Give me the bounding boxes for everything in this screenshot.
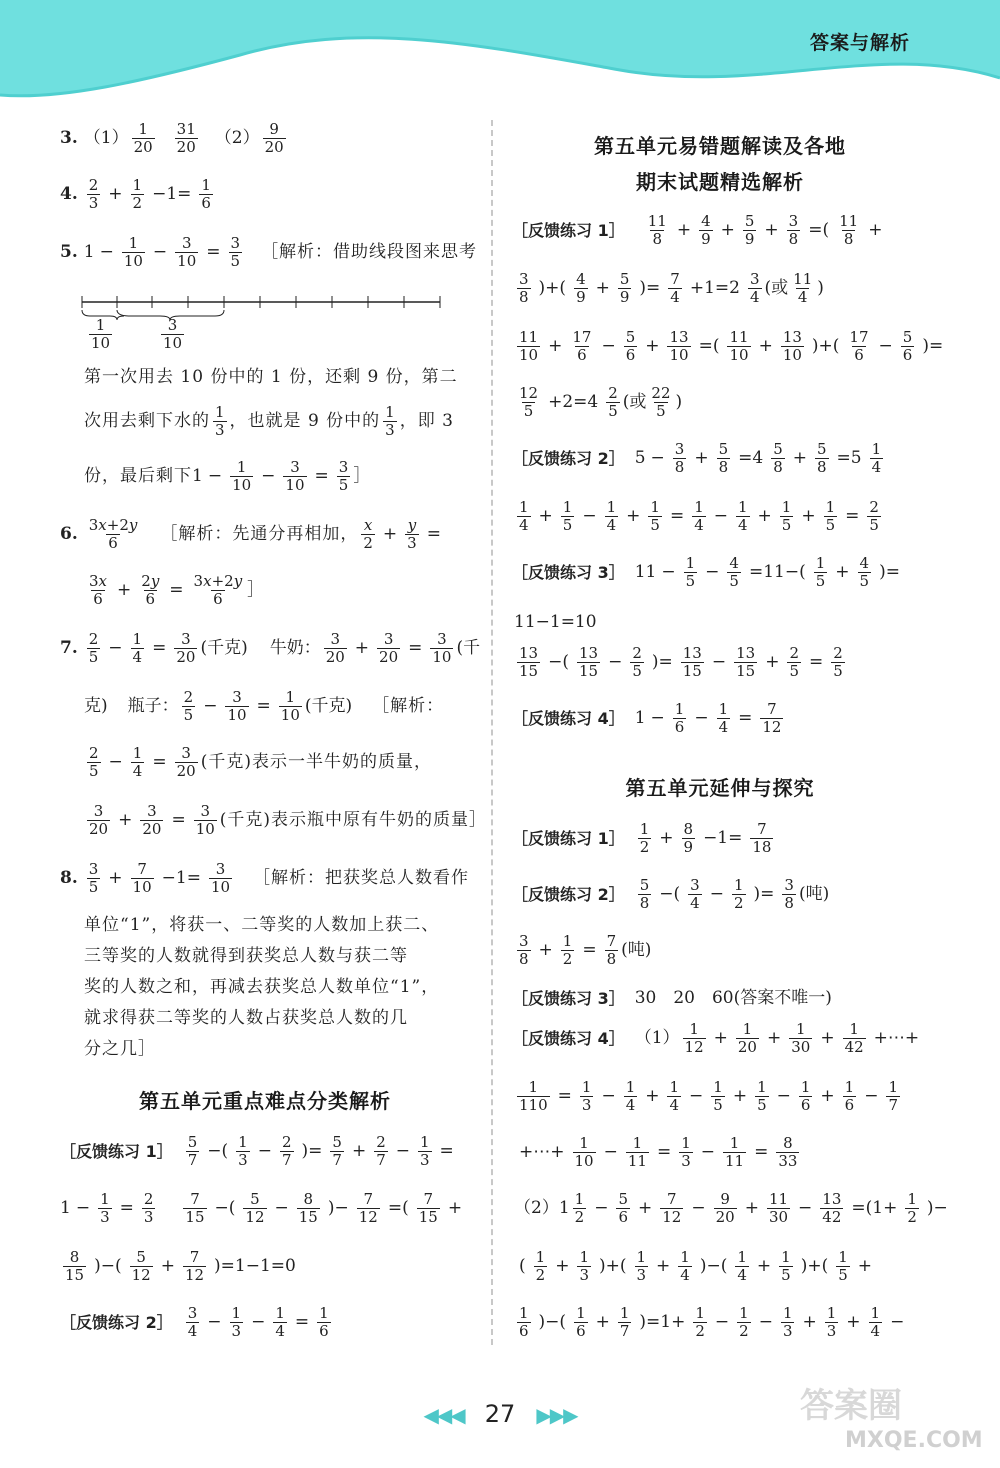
q8-explanation: 单位“1”，将获一、二等奖的人数加上获二、 三等奖的人数就得到获奖总人数与获二等 奖的人数之和，再减去获奖总人数单位“1”， 就求得获二等奖的人数占获奖总人数的几 分之几］ bbox=[84, 915, 440, 1059]
extension-feedback-4-part2-line3: $\frac{1}{6}$ )−( $\frac{1}{6}$ + $\frac{1}{7}$ )=1+ $\frac{1}{2}$ − $\frac{1}{2}$ − $\frac{1}{3}$ + $\frac{1}{3}$ + $\frac{1}{4}$ − bbox=[519, 1304, 905, 1340]
right-feedback-3-cont: 11−1=10 bbox=[514, 612, 597, 632]
right-feedback-2-cont: $\frac{1}{4}$ + $\frac{1}{5}$ − $\frac{1}{4}$ + $\frac{1}{5}$ = $\frac{1}{4}$ − $\frac{1}{4}$ + $\frac{1}{5}$ + $\frac{1}{5}$ = $\frac{2}{5}$ bbox=[519, 498, 879, 534]
fraction: $\frac{1}{20}$ bbox=[133, 120, 153, 156]
extension-feedback-1: ［反馈练习 1］ $\frac{1}{2}$ + $\frac{8}{9}$ −1= $\frac{7}{18}$ bbox=[512, 820, 772, 856]
column-divider bbox=[491, 120, 493, 1345]
right-arrows-icon: ▶▶▶ bbox=[536, 1403, 577, 1427]
right-feedback-2: ［反馈练习 2］ 5 − $\frac{3}{8}$ + $\frac{5}{8}$ =4 $\frac{5}{8}$ + $\frac{5}{8}$ =5 $\frac{1}{4}$ bbox=[512, 440, 882, 476]
extension-feedback-4-line2: $\frac{1}{110}$ = $\frac{1}{3}$ − $\frac{1}{4}$ + $\frac{1}{4}$ − $\frac{1}{5}$ + $\frac{1}{5}$ − $\frac{1}{6}$ + $\frac{1}{6}$ − $\frac{1}{7}$ bbox=[519, 1078, 899, 1114]
answer-7-line4: $\frac{3}{20}$ + $\frac{3}{20}$ = $\frac{3}{10}$ (千克)表示瓶中原有牛奶的质量］ bbox=[89, 802, 488, 838]
right-feedback-1-line4: $\frac{12}{5}$ +2=4 $\frac{2}{5}$ ( 或 $\frac{22}{5}$ ) bbox=[519, 384, 683, 420]
left-feedback-1-cont: 1 − $\frac{1}{3}$ = $\frac{2}{3}$ $\frac{7}{15}$ −( $\frac{5}{12}$ − $\frac{8}{15}$ )− $\frac{7}{12}$ =( $\frac{7}{15}$ + bbox=[60, 1190, 463, 1226]
answer-7-cont: 克) 瓶子： $\frac{2}{5}$ − $\frac{3}{10}$ = $\frac{1}{10}$ (千克) ［解析： bbox=[84, 688, 445, 724]
left-arrows-icon: ◀◀◀ bbox=[423, 1403, 464, 1427]
segment-label-1: $\frac{1}{10}$ bbox=[91, 316, 111, 352]
extension-feedback-4-part2: （2） 1 $\frac{1}{2}$ − $\frac{5}{6}$ + $\frac{7}{12}$ − $\frac{9}{20}$ + $\frac{11}{30}$ − $\frac{13}{42}$ =(1+ $\frac{1}{2}$ )− bbox=[514, 1190, 948, 1226]
answer-6: 6. $\frac{3x+2y}{6}$ ［解析：先通分再相加， $\frac{x}{2}$ + $\frac{y}{3}$ = bbox=[60, 516, 441, 552]
page-number: 27 bbox=[484, 1400, 516, 1428]
answer-4: 4. $\frac{2}{3}$ + $\frac{1}{2}$ −1= $\frac{1}{6}$ bbox=[60, 176, 211, 212]
section-heading-extension: 第五单元延伸与探究 bbox=[625, 776, 815, 800]
fraction: $\frac{31}{20}$ bbox=[176, 120, 196, 156]
header-wave bbox=[0, 0, 1000, 110]
left-feedback-1-line3: $\frac{8}{15}$ )−( $\frac{5}{12}$ + $\frac{7}{12}$ )=1−1=0 bbox=[65, 1248, 296, 1284]
right-feedback-1: ［反馈练习 1］ $\frac{11}{8}$ + $\frac{4}{9}$ + $\frac{5}{9}$ + $\frac{3}{8}$ =( $\frac{11}{8}$ + bbox=[512, 212, 883, 248]
right-feedback-3-line3: $\frac{13}{15}$ −( $\frac{13}{15}$ − $\frac{2}{5}$ )= $\frac{13}{15}$ − $\frac{13}{15}$ + $\frac{2}{5}$ = $\frac{2}{5}$ bbox=[519, 644, 843, 680]
extension-feedback-4-line3: +⋯+ $\frac{1}{10}$ − $\frac{1}{11}$ = $\frac{1}{3}$ − $\frac{1}{11}$ = $\frac{8}{33}$ bbox=[519, 1134, 798, 1170]
extension-feedback-2-cont: $\frac{3}{8}$ + $\frac{1}{2}$ = $\frac{7}{8}$ (吨) bbox=[519, 932, 652, 968]
line-segment-diagram bbox=[80, 290, 460, 360]
answer-6-cont: $\frac{3x}{6}$ + $\frac{2y}{6}$ = $\frac{3x+2y}{6}$ ］ bbox=[89, 572, 265, 608]
watermark-site: MXQE.COM bbox=[845, 1428, 983, 1453]
answer-8: 8. $\frac{3}{5}$ + $\frac{7}{10}$ −1= $\frac{3}{10}$ ［解析：把获奖总人数看作 bbox=[60, 860, 470, 896]
right-feedback-1-line3: $\frac{11}{10}$ + $\frac{17}{6}$ − $\frac{5}{6}$ + $\frac{13}{10}$ =( $\frac{11}{10}$ + $\frac{13}{10}$ )+( $\frac{17}{6}$ − $\frac{5}{6}$ )= bbox=[519, 328, 944, 364]
right-feedback-4: ［反馈练习 4］ 1 − $\frac{1}{6}$ − $\frac{1}{4}$ = $\frac{7}{12}$ bbox=[512, 700, 782, 736]
left-feedback-2: ［反馈练习 2］ $\frac{3}{4}$ − $\frac{1}{3}$ − $\frac{1}{4}$ = $\frac{1}{6}$ bbox=[60, 1304, 329, 1340]
answer-3: 3. （1） $\frac{1}{20}$ $\frac{31}{20}$ （2） $\frac{9}{20}$ bbox=[60, 120, 284, 156]
watermark-logo: 答案圈 bbox=[800, 1386, 902, 1426]
section-heading-key-points: 第五单元重点难点分类解析 bbox=[139, 1089, 391, 1113]
extension-feedback-4: ［反馈练习 4］ （1） $\frac{1}{12}$ + $\frac{1}{20}$ + $\frac{1}{30}$ + $\frac{1}{42}$ +⋯+ bbox=[512, 1020, 920, 1056]
segment-label-2: $\frac{3}{10}$ bbox=[163, 316, 183, 352]
right-feedback-1-cont: $\frac{3}{8}$ )+( $\frac{4}{9}$ + $\frac{5}{9}$ )= $\frac{7}{4}$ +1=2 $\frac{3}{4}$ ( 或 $\frac{11}{4}$ ) bbox=[519, 270, 824, 306]
q5-explanation-line3: 份，最后剩下 1 − $\frac{1}{10}$ − $\frac{3}{10}$ = $\frac{3}{5}$ ］ bbox=[84, 458, 371, 494]
section-heading-errors-2: 期末试题精选解析 bbox=[636, 170, 804, 194]
section-heading-errors-1: 第五单元易错题解读及各地 bbox=[594, 134, 846, 158]
extension-feedback-3: ［反馈练习 3］ 30 20 60(答案不唯一) bbox=[512, 988, 832, 1008]
extension-feedback-4-part2-line2: ( $\frac{1}{2}$ + $\frac{1}{3}$ )+( $\frac{1}{3}$ + $\frac{1}{4}$ )−( $\frac{1}{4}$ + $\frac{1}{5}$ )+( $\frac{1}{5}$ + bbox=[519, 1248, 873, 1284]
header-title: 答案与解析 bbox=[809, 32, 910, 54]
answer-7: 7. $\frac{2}{5}$ − $\frac{1}{4}$ = $\frac{3}{20}$ (千克) 牛奶： $\frac{3}{20}$ + $\frac{3}{20}$ = $\frac{3}{10}$ (千 bbox=[60, 630, 481, 666]
left-feedback-1: ［反馈练习 1］ $\frac{5}{7}$ −( $\frac{1}{3}$ − $\frac{2}{7}$ )= $\frac{5}{7}$ + $\frac{2}{7}$ − $\frac{1}{3}$ = bbox=[60, 1133, 454, 1169]
q5-explanation-line1: 第一次用去 10 份中的 1 份，还剩 9 份，第二 bbox=[84, 367, 458, 387]
extension-feedback-2: ［反馈练习 2］ $\frac{5}{8}$ −( $\frac{3}{4}$ − $\frac{1}{2}$ )= $\frac{3}{8}$ (吨) bbox=[512, 876, 830, 912]
fraction: $\frac{9}{20}$ bbox=[264, 120, 284, 156]
right-feedback-3: ［反馈练习 3］ 11 − $\frac{1}{5}$ − $\frac{4}{5}$ =11−( $\frac{1}{5}$ + $\frac{4}{5}$ )= bbox=[512, 554, 900, 590]
answer-7-line3: $\frac{2}{5}$ − $\frac{1}{4}$ = $\frac{3}{20}$ (千克)表示一半牛奶的质量， bbox=[89, 744, 432, 780]
answer-5: 5. 1 − $\frac{1}{10}$ − $\frac{3}{10}$ = $\frac{3}{5}$ ［解析：借助线段图来思考 bbox=[60, 234, 478, 270]
q5-explanation-line2: 次用去剩下水的 $\frac{1}{3}$ ，也就是 9 份中的 $\frac{1}{3}$ ，即 3 bbox=[84, 403, 454, 439]
